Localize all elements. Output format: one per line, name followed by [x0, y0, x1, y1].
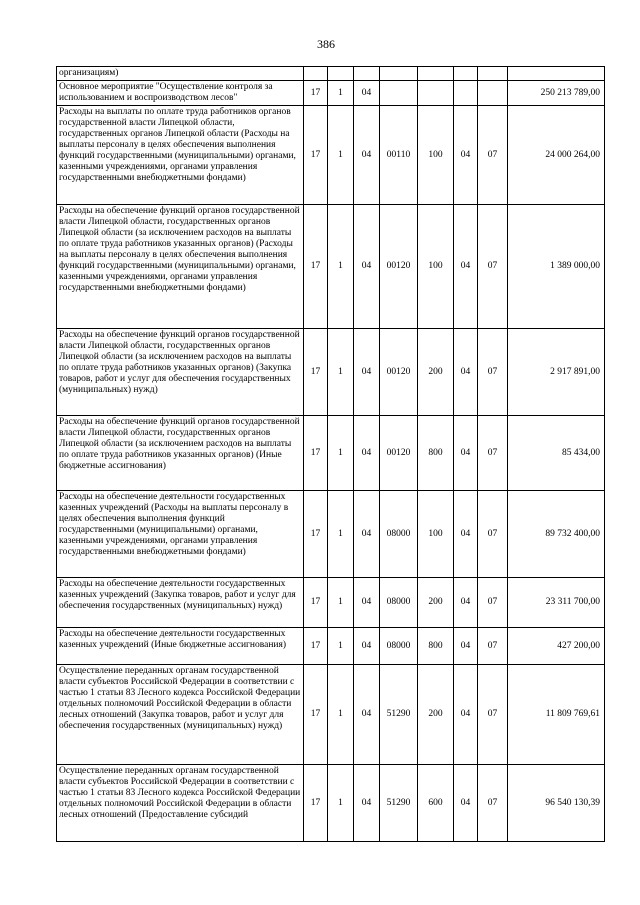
col-subsection: 04 — [354, 578, 380, 628]
col-program: 51290 — [380, 665, 418, 765]
col-admin: 17 — [304, 491, 328, 578]
col-admin: 17 — [304, 665, 328, 765]
col-subsection: 04 — [354, 106, 380, 205]
col-expense-type: 200 — [418, 665, 454, 765]
budget-table — [56, 66, 605, 842]
row-amount: 85 434,00 — [508, 416, 605, 491]
table-row — [57, 628, 605, 665]
col-expense-type: 800 — [418, 628, 454, 665]
col-subsection: 04 — [354, 765, 380, 842]
col-subsection: 04 — [354, 416, 380, 491]
row-description: Расходы на обеспечение функций органов государственной власти Липецкой области, государственных органов Липецкой области (за исключением расходов на выплаты по оплате труда работников указанных органов) (Закупка товаров, работ и услуг для обеспечения государственных (муниципальных) нужд) — [57, 329, 304, 416]
col-subsection: 04 — [354, 628, 380, 665]
col-sec2: 04 — [454, 491, 478, 578]
row-description: Расходы на обеспечение функций органов государственной власти Липецкой области, государственных органов Липецкой области (за исключением расходов на выплаты по оплате труда работников указанных органов) (Иные бюджетные ассигнования) — [57, 416, 304, 491]
col-section — [328, 67, 354, 81]
table-row — [57, 578, 605, 628]
col-expense-type: 200 — [418, 329, 454, 416]
col-sub2 — [478, 67, 508, 81]
col-sec2: 04 — [454, 205, 478, 329]
col-subsection: 04 — [354, 665, 380, 765]
col-sec2: 04 — [454, 628, 478, 665]
col-sub2: 07 — [478, 665, 508, 765]
col-expense-type: 800 — [418, 416, 454, 491]
table-row — [57, 416, 605, 491]
col-sub2: 07 — [478, 765, 508, 842]
col-admin: 17 — [304, 578, 328, 628]
col-subsection: 04 — [354, 205, 380, 329]
col-sub2: 07 — [478, 491, 508, 578]
col-admin — [304, 67, 328, 81]
row-description: организациям) — [57, 67, 304, 81]
col-section: 1 — [328, 205, 354, 329]
row-description: Расходы на обеспечение деятельности государственных казенных учреждений (Закупка товаров, работ и услуг для обеспечения государственных (муниципальных) нужд) — [57, 578, 304, 628]
col-expense-type: 200 — [418, 578, 454, 628]
row-amount: 96 540 130,39 — [508, 765, 605, 842]
col-subsection: 04 — [354, 329, 380, 416]
row-amount: 89 732 400,00 — [508, 491, 605, 578]
col-expense-type: 100 — [418, 205, 454, 329]
table-row — [57, 329, 605, 416]
table-row — [57, 491, 605, 578]
row-description: Расходы на обеспечение деятельности государственных казенных учреждений (Иные бюджетные ассигнования) — [57, 628, 304, 665]
col-program — [380, 81, 418, 106]
col-sub2: 07 — [478, 205, 508, 329]
col-admin: 17 — [304, 106, 328, 205]
row-amount: 2 917 891,00 — [508, 329, 605, 416]
col-sec2: 04 — [454, 578, 478, 628]
col-sub2: 07 — [478, 329, 508, 416]
col-section: 1 — [328, 329, 354, 416]
col-sec2: 04 — [454, 665, 478, 765]
row-amount: 250 213 789,00 — [508, 81, 605, 106]
col-sub2: 07 — [478, 628, 508, 665]
row-amount — [508, 67, 605, 81]
row-description: Осуществление переданных органам государственной власти субъектов Российской Федерации в соответствии с частью 1 статьи 83 Лесного кодекса Российской Федерации отдельных полномочий Российской Федерации в области лесных отношений (Закупка товаров, работ и услуг для обеспечения государственных (муниципальных) нужд) — [57, 665, 304, 765]
col-subsection — [354, 67, 380, 81]
col-sub2 — [478, 81, 508, 106]
table-row — [57, 205, 605, 329]
col-section: 1 — [328, 665, 354, 765]
col-section: 1 — [328, 81, 354, 106]
table-row — [57, 765, 605, 842]
col-admin: 17 — [304, 416, 328, 491]
table-row — [57, 67, 605, 81]
col-admin: 17 — [304, 205, 328, 329]
col-program: 00120 — [380, 416, 418, 491]
row-amount: 1 389 000,00 — [508, 205, 605, 329]
col-admin: 17 — [304, 765, 328, 842]
row-amount: 23 311 700,00 — [508, 578, 605, 628]
col-expense-type — [418, 67, 454, 81]
col-subsection: 04 — [354, 491, 380, 578]
row-description: Расходы на выплаты по оплате труда работников органов государственной власти Липецкой области, государственных органов Липецкой области (Расходы на выплаты персоналу в целях обеспечения выполнения функций государственными (муниципальными) органами, казенными учреждениями, органами управления государственными внебюджетными фондами) — [57, 106, 304, 205]
col-sec2: 04 — [454, 765, 478, 842]
col-expense-type: 600 — [418, 765, 454, 842]
page-number: 386 — [317, 37, 335, 51]
col-program: 00120 — [380, 329, 418, 416]
col-program: 00120 — [380, 205, 418, 329]
row-description: Расходы на обеспечение деятельности государственных казенных учреждений (Расходы на выплаты персоналу в целях обеспечения выполнения функций государственными (муниципальными) органами, казенными учреждениями, органами управления государственными внебюджетными фондами) — [57, 491, 304, 578]
table-row — [57, 106, 605, 205]
col-admin: 17 — [304, 329, 328, 416]
col-program: 08000 — [380, 491, 418, 578]
table-row — [57, 665, 605, 765]
col-program: 00110 — [380, 106, 418, 205]
row-description: Осуществление переданных органам государственной власти субъектов Российской Федерации в соответствии с частью 1 статьи 83 Лесного кодекса Российской Федерации отдельных полномочий Российской Федерации в области лесных отношений (Предоставление субсидий — [57, 765, 304, 842]
col-expense-type: 100 — [418, 491, 454, 578]
col-section: 1 — [328, 578, 354, 628]
col-program: 51290 — [380, 765, 418, 842]
col-section: 1 — [328, 491, 354, 578]
col-sec2: 04 — [454, 329, 478, 416]
col-sec2: 04 — [454, 106, 478, 205]
col-section: 1 — [328, 106, 354, 205]
col-sub2: 07 — [478, 106, 508, 205]
row-amount: 427 200,00 — [508, 628, 605, 665]
row-description: Расходы на обеспечение функций органов государственной власти Липецкой области, государственных органов Липецкой области (за исключением расходов на выплаты по оплате труда работников указанных органов) (Расходы на выплаты персоналу в целях обеспечения выполнения функций государственными (муниципальными) органами, казенными учреждениями, органами управления государственными внебюджетными фондами) — [57, 205, 304, 329]
col-program: 08000 — [380, 578, 418, 628]
col-program — [380, 67, 418, 81]
col-section: 1 — [328, 628, 354, 665]
row-amount: 24 000 264,00 — [508, 106, 605, 205]
col-sec2 — [454, 67, 478, 81]
col-section: 1 — [328, 416, 354, 491]
row-amount: 11 809 769,61 — [508, 665, 605, 765]
col-admin: 17 — [304, 628, 328, 665]
col-section: 1 — [328, 765, 354, 842]
col-sec2: 04 — [454, 416, 478, 491]
col-expense-type — [418, 81, 454, 106]
col-expense-type: 100 — [418, 106, 454, 205]
col-sub2: 07 — [478, 578, 508, 628]
col-sec2 — [454, 81, 478, 106]
row-description: Основное мероприятие "Осуществление контроля за использованием и воспроизводством лесов" — [57, 81, 304, 106]
col-subsection: 04 — [354, 81, 380, 106]
col-admin: 17 — [304, 81, 328, 106]
table-row — [57, 81, 605, 106]
col-program: 08000 — [380, 628, 418, 665]
col-sub2: 07 — [478, 416, 508, 491]
